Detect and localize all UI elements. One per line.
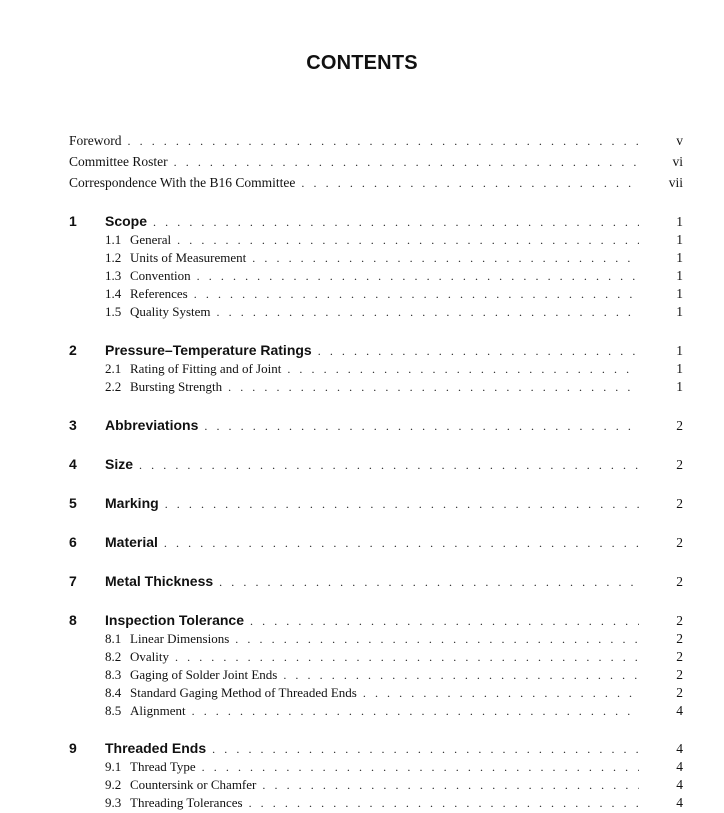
subsection-number: 1.4 (105, 286, 122, 301)
toc-section-size[interactable] (69, 456, 683, 474)
dot-leader (139, 458, 639, 473)
toc-page-number: 1 (676, 304, 683, 319)
subsection-title: Alignment (130, 703, 186, 718)
toc-entry-label: Committee Roster (69, 154, 168, 169)
dot-leader (174, 155, 639, 170)
subsection-number: 8.1 (105, 631, 122, 646)
subsection-number: 8.2 (105, 649, 122, 664)
dot-leader (197, 269, 639, 284)
toc-subsection[interactable] (105, 232, 683, 250)
section-title: Material (105, 534, 158, 550)
toc-section-abbreviations[interactable] (69, 417, 683, 435)
subsection-title: Ovality (130, 649, 169, 664)
toc-subsection[interactable] (105, 250, 683, 268)
toc-page-number: 4 (676, 795, 683, 810)
section-number: 7 (69, 573, 77, 589)
toc-page-number: v (676, 133, 683, 148)
dot-leader (128, 134, 640, 149)
toc-subsection[interactable] (105, 649, 683, 667)
subsection-number: 8.3 (105, 667, 122, 682)
toc-page-number: 2 (676, 496, 683, 511)
subsection-number: 9.2 (105, 777, 122, 792)
section-number: 4 (69, 456, 77, 472)
toc-subsection[interactable] (105, 667, 683, 685)
toc-subsection[interactable] (105, 304, 683, 322)
section-title: Inspection Tolerance (105, 612, 244, 628)
toc-page-number: 1 (676, 250, 683, 265)
subsection-number: 2.1 (105, 361, 122, 376)
toc-page-number: 2 (676, 535, 683, 550)
subsection-number: 1.1 (105, 232, 122, 247)
subsection-number: 8.5 (105, 703, 122, 718)
section-title: Pressure–Temperature Ratings (105, 342, 312, 358)
toc-page-number: 2 (676, 631, 683, 646)
toc-page-number: 1 (676, 361, 683, 376)
dot-leader (287, 362, 639, 377)
subsection-title: Standard Gaging Method of Threaded Ends (130, 685, 357, 700)
subsection-title: Convention (130, 268, 191, 283)
dot-leader (363, 686, 639, 701)
subsection-title: Units of Measurement (130, 250, 247, 265)
toc-section-pressure-temperature[interactable] (69, 342, 683, 360)
section-title: Threaded Ends (105, 740, 207, 756)
subsection-title: Quality System (130, 304, 211, 319)
subsection-title: Gaging of Solder Joint Ends (130, 667, 278, 682)
toc-entry-correspondence[interactable] (69, 175, 683, 193)
subsection-title: References (130, 286, 188, 301)
section-number: 3 (69, 417, 77, 433)
dot-leader (301, 176, 639, 191)
dot-leader (252, 251, 639, 266)
subsection-number: 2.2 (105, 379, 122, 394)
toc-section-threaded-ends[interactable] (69, 740, 683, 758)
dot-leader (192, 704, 639, 719)
section-title: Metal Thickness (105, 573, 214, 589)
toc-subsection[interactable] (105, 795, 683, 813)
toc-entry-label: Correspondence With the B16 Committee (69, 175, 296, 190)
toc-page-number: 1 (676, 232, 683, 247)
dot-leader (217, 305, 639, 320)
toc-page-number: 2 (676, 649, 683, 664)
toc-section-inspection-tolerance[interactable] (69, 612, 683, 630)
toc-subsection[interactable] (105, 286, 683, 304)
dot-leader (249, 796, 639, 811)
subsection-number: 1.2 (105, 250, 122, 265)
subsection-number: 8.4 (105, 685, 122, 700)
toc-subsection[interactable] (105, 703, 683, 721)
toc-page-number: 1 (676, 286, 683, 301)
dot-leader (228, 380, 639, 395)
dot-leader (175, 650, 639, 665)
section-title: Marking (105, 495, 159, 511)
subsection-number: 1.5 (105, 304, 122, 319)
toc-section-material[interactable] (69, 534, 683, 552)
section-title: Abbreviations (105, 417, 199, 433)
toc-page-number: 1 (676, 214, 683, 229)
toc-subsection[interactable] (105, 361, 683, 379)
toc-subsection[interactable] (105, 777, 683, 795)
toc-page-number: 1 (676, 268, 683, 283)
toc-page-number: 4 (676, 703, 683, 718)
toc-section-scope[interactable] (69, 213, 683, 231)
toc-section-marking[interactable] (69, 495, 683, 513)
dot-leader (194, 287, 639, 302)
subsection-number: 9.1 (105, 759, 122, 774)
toc-page-number: 1 (676, 379, 683, 394)
toc-page-number: 2 (676, 574, 683, 589)
toc-entry-foreword[interactable] (69, 133, 683, 151)
dot-leader (177, 233, 639, 248)
dot-leader (153, 215, 639, 230)
subsection-title: Threading Tolerances (130, 795, 243, 810)
toc-subsection[interactable] (105, 759, 683, 777)
toc-page-number: 4 (676, 741, 683, 756)
section-title: Scope (105, 213, 148, 229)
toc-page-number: vi (672, 154, 683, 169)
subsection-title: Countersink or Chamfer (130, 777, 257, 792)
toc-page-number: vii (668, 175, 683, 190)
dot-leader (262, 778, 639, 793)
dot-leader (204, 419, 639, 434)
toc-page-number: 4 (676, 777, 683, 792)
toc-page-number: 1 (676, 343, 683, 358)
dot-leader (219, 575, 639, 590)
toc-page-number: 2 (676, 685, 683, 700)
page-title: CONTENTS (306, 52, 418, 74)
section-title: Size (105, 456, 134, 472)
toc-entry-committee-roster[interactable] (69, 154, 683, 172)
subsection-title: General (130, 232, 172, 247)
subsection-title: Bursting Strength (130, 379, 223, 394)
toc-page-number: 2 (676, 613, 683, 628)
dot-leader (283, 668, 639, 683)
toc-subsection[interactable] (105, 685, 683, 703)
toc-section-metal-thickness[interactable] (69, 573, 683, 591)
section-number: 9 (69, 740, 77, 756)
dot-leader (212, 742, 639, 757)
dot-leader (165, 497, 639, 512)
toc-page-number: 4 (676, 759, 683, 774)
section-number: 5 (69, 495, 77, 511)
subsection-title: Thread Type (130, 759, 196, 774)
toc-page-number: 2 (676, 418, 683, 433)
dot-leader (318, 344, 639, 359)
toc-subsection[interactable] (105, 631, 683, 649)
section-number: 6 (69, 534, 77, 550)
toc-subsection[interactable] (105, 379, 683, 397)
section-number: 2 (69, 342, 77, 358)
subsection-number: 1.3 (105, 268, 122, 283)
dot-leader (250, 614, 639, 629)
subsection-number: 9.3 (105, 795, 122, 810)
toc-subsection[interactable] (105, 268, 683, 286)
section-number: 8 (69, 612, 77, 628)
dot-leader (164, 536, 639, 551)
toc-page-number: 2 (676, 667, 683, 682)
section-number: 1 (69, 213, 77, 229)
dot-leader (235, 632, 639, 647)
toc-entry-label: Foreword (69, 133, 122, 148)
subsection-title: Linear Dimensions (130, 631, 230, 646)
toc-page-number: 2 (676, 457, 683, 472)
dot-leader (202, 760, 639, 775)
subsection-title: Rating of Fitting and of Joint (130, 361, 282, 376)
